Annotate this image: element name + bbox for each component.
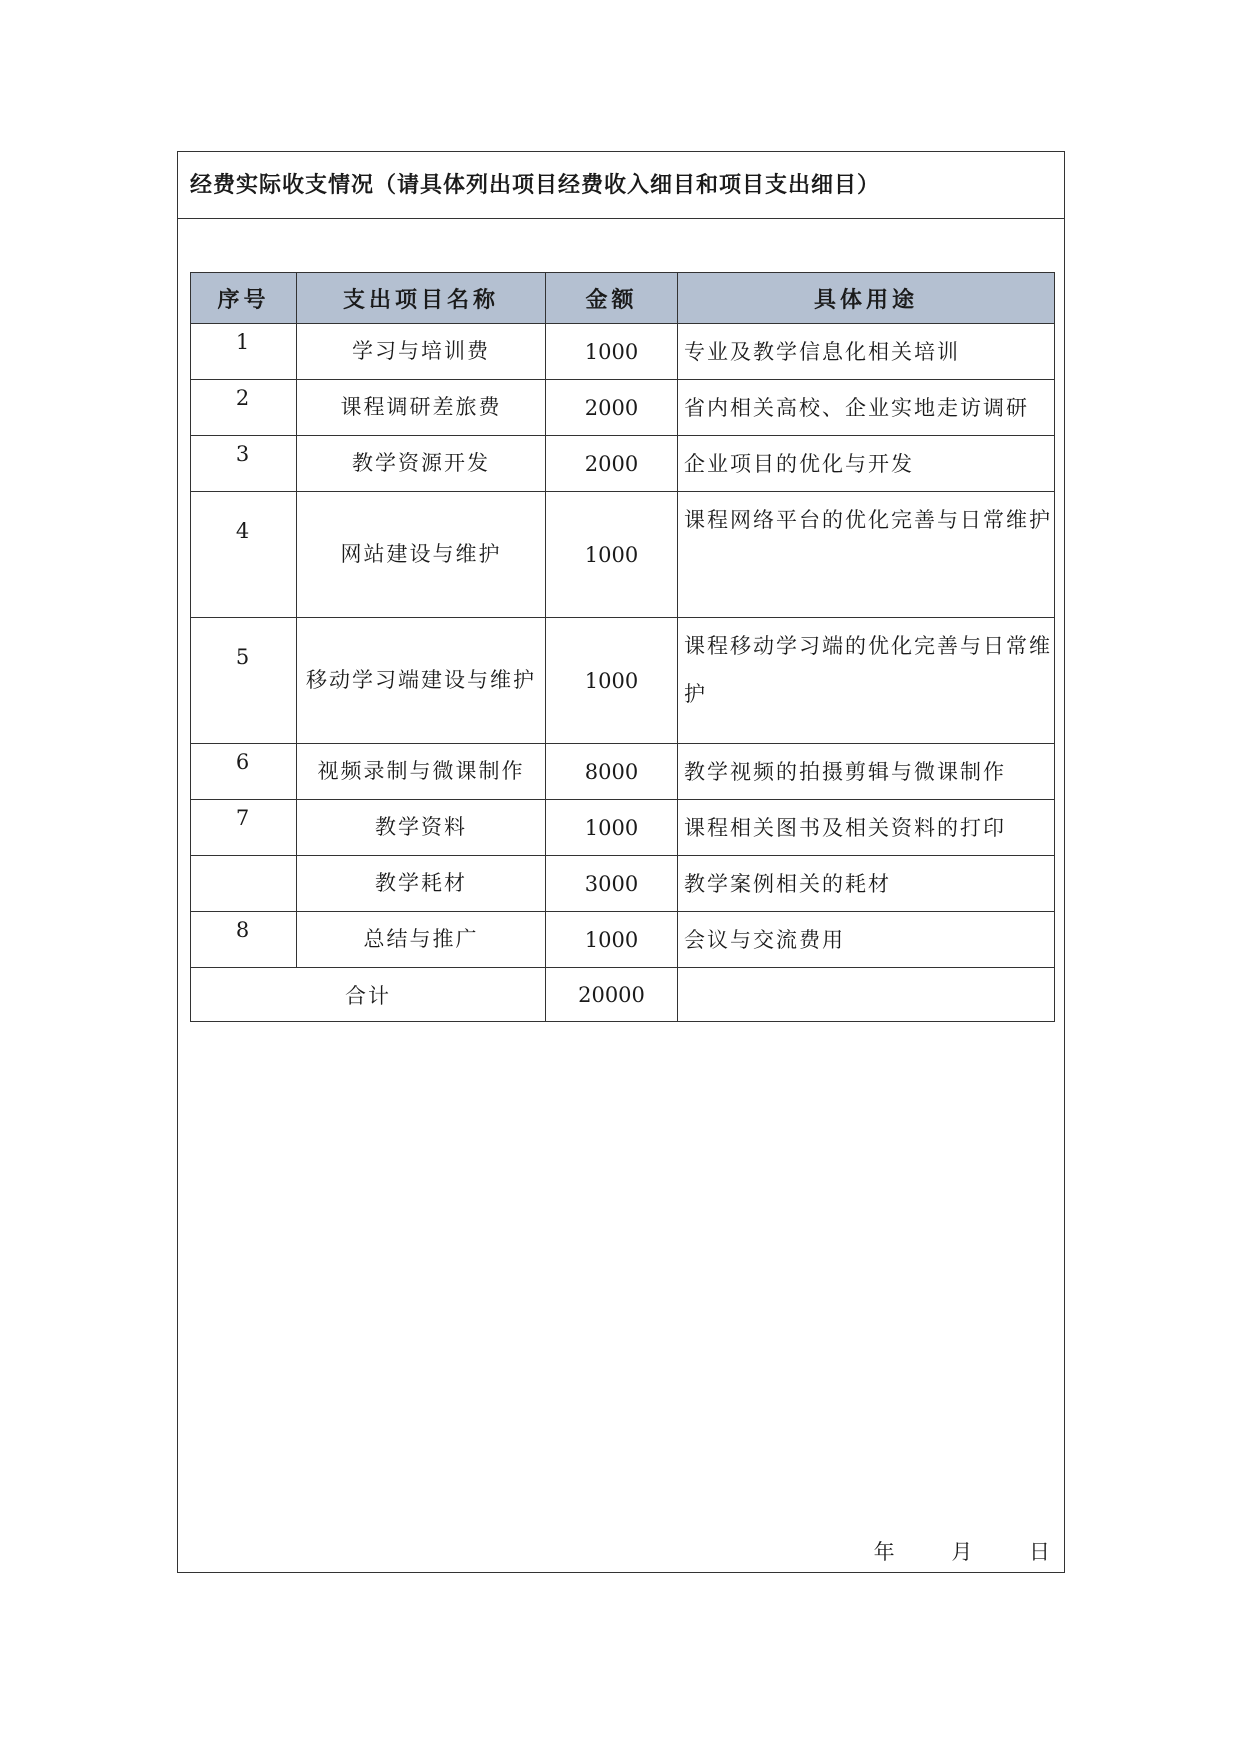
table-row [191,618,1055,744]
row-name: 网站建设与维护 [297,492,546,618]
row-name: 教学资源开发 [297,436,546,492]
row-use [678,912,1055,968]
row-no: 6 [191,744,297,800]
table-row [191,492,1055,618]
row-no: 8 [191,912,297,968]
row-use: 课程网络平台的优化完善与日常维护 [678,492,1055,618]
row-use [678,324,1055,380]
table-row [191,380,1055,436]
row-no: 2 [191,380,297,436]
table-total-row [191,968,1055,1022]
row-use [678,800,1055,856]
row-name: 移动学习端建设与维护 [297,618,546,744]
row-use-text: 省内相关高校、企业实地走访调研 [684,396,1029,420]
row-amount: 1000 [546,912,678,968]
header-amount: 金额 [546,273,678,324]
table-header-row [191,273,1055,324]
date-month: 月 [951,1540,973,1564]
row-use [678,436,1055,492]
header-name: 支出项目名称 [297,273,546,324]
table-row [191,800,1055,856]
row-name: 视频录制与微课制作 [297,744,546,800]
row-use-text: 会议与交流费用 [684,928,845,952]
row-name: 总结与推广 [297,912,546,968]
row-amount: 3000 [546,856,678,912]
row-amount: 8000 [546,744,678,800]
row-amount: 2000 [546,380,678,436]
row-amount: 1000 [546,618,678,744]
expense-table [190,272,1055,1022]
total-amount: 20000 [546,968,678,1022]
header-no: 序号 [191,273,297,324]
header-use: 具体用途 [678,273,1055,324]
table-row [191,912,1055,968]
row-name: 课程调研差旅费 [297,380,546,436]
table-row [191,744,1055,800]
expense-report-box [177,151,1065,1573]
row-amount: 1000 [546,492,678,618]
row-use-text: 企业项目的优化与开发 [684,452,914,476]
date-line [874,1536,1050,1566]
row-use [678,380,1055,436]
total-label: 合计 [191,968,546,1022]
date-day: 日 [1029,1540,1050,1564]
row-no [191,856,297,912]
row-no: 5 [191,618,297,744]
row-no: 1 [191,324,297,380]
row-amount: 1000 [546,324,678,380]
row-use-text: 教学视频的拍摄剪辑与微课制作 [684,760,1006,784]
row-name: 教学耗材 [297,856,546,912]
table-row [191,856,1055,912]
row-use-text: 教学案例相关的耗材 [684,872,891,896]
total-use [678,968,1055,1022]
row-amount: 1000 [546,800,678,856]
section-title: 经费实际收支情况（请具体列出项目经费收入细目和项目支出细目） [178,152,1064,219]
table-row [191,324,1055,380]
row-name: 教学资料 [297,800,546,856]
row-no: 3 [191,436,297,492]
row-use-text: 专业及教学信息化相关培训 [684,340,960,364]
row-use [678,856,1055,912]
row-amount: 2000 [546,436,678,492]
row-no: 4 [191,492,297,618]
row-no: 7 [191,800,297,856]
date-year: 年 [873,1540,895,1564]
row-use [678,744,1055,800]
table-row [191,436,1055,492]
row-name: 学习与培训费 [297,324,546,380]
row-use-text: 课程相关图书及相关资料的打印 [684,816,1006,840]
row-use: 课程移动学习端的优化完善与日常维护 [678,618,1055,744]
